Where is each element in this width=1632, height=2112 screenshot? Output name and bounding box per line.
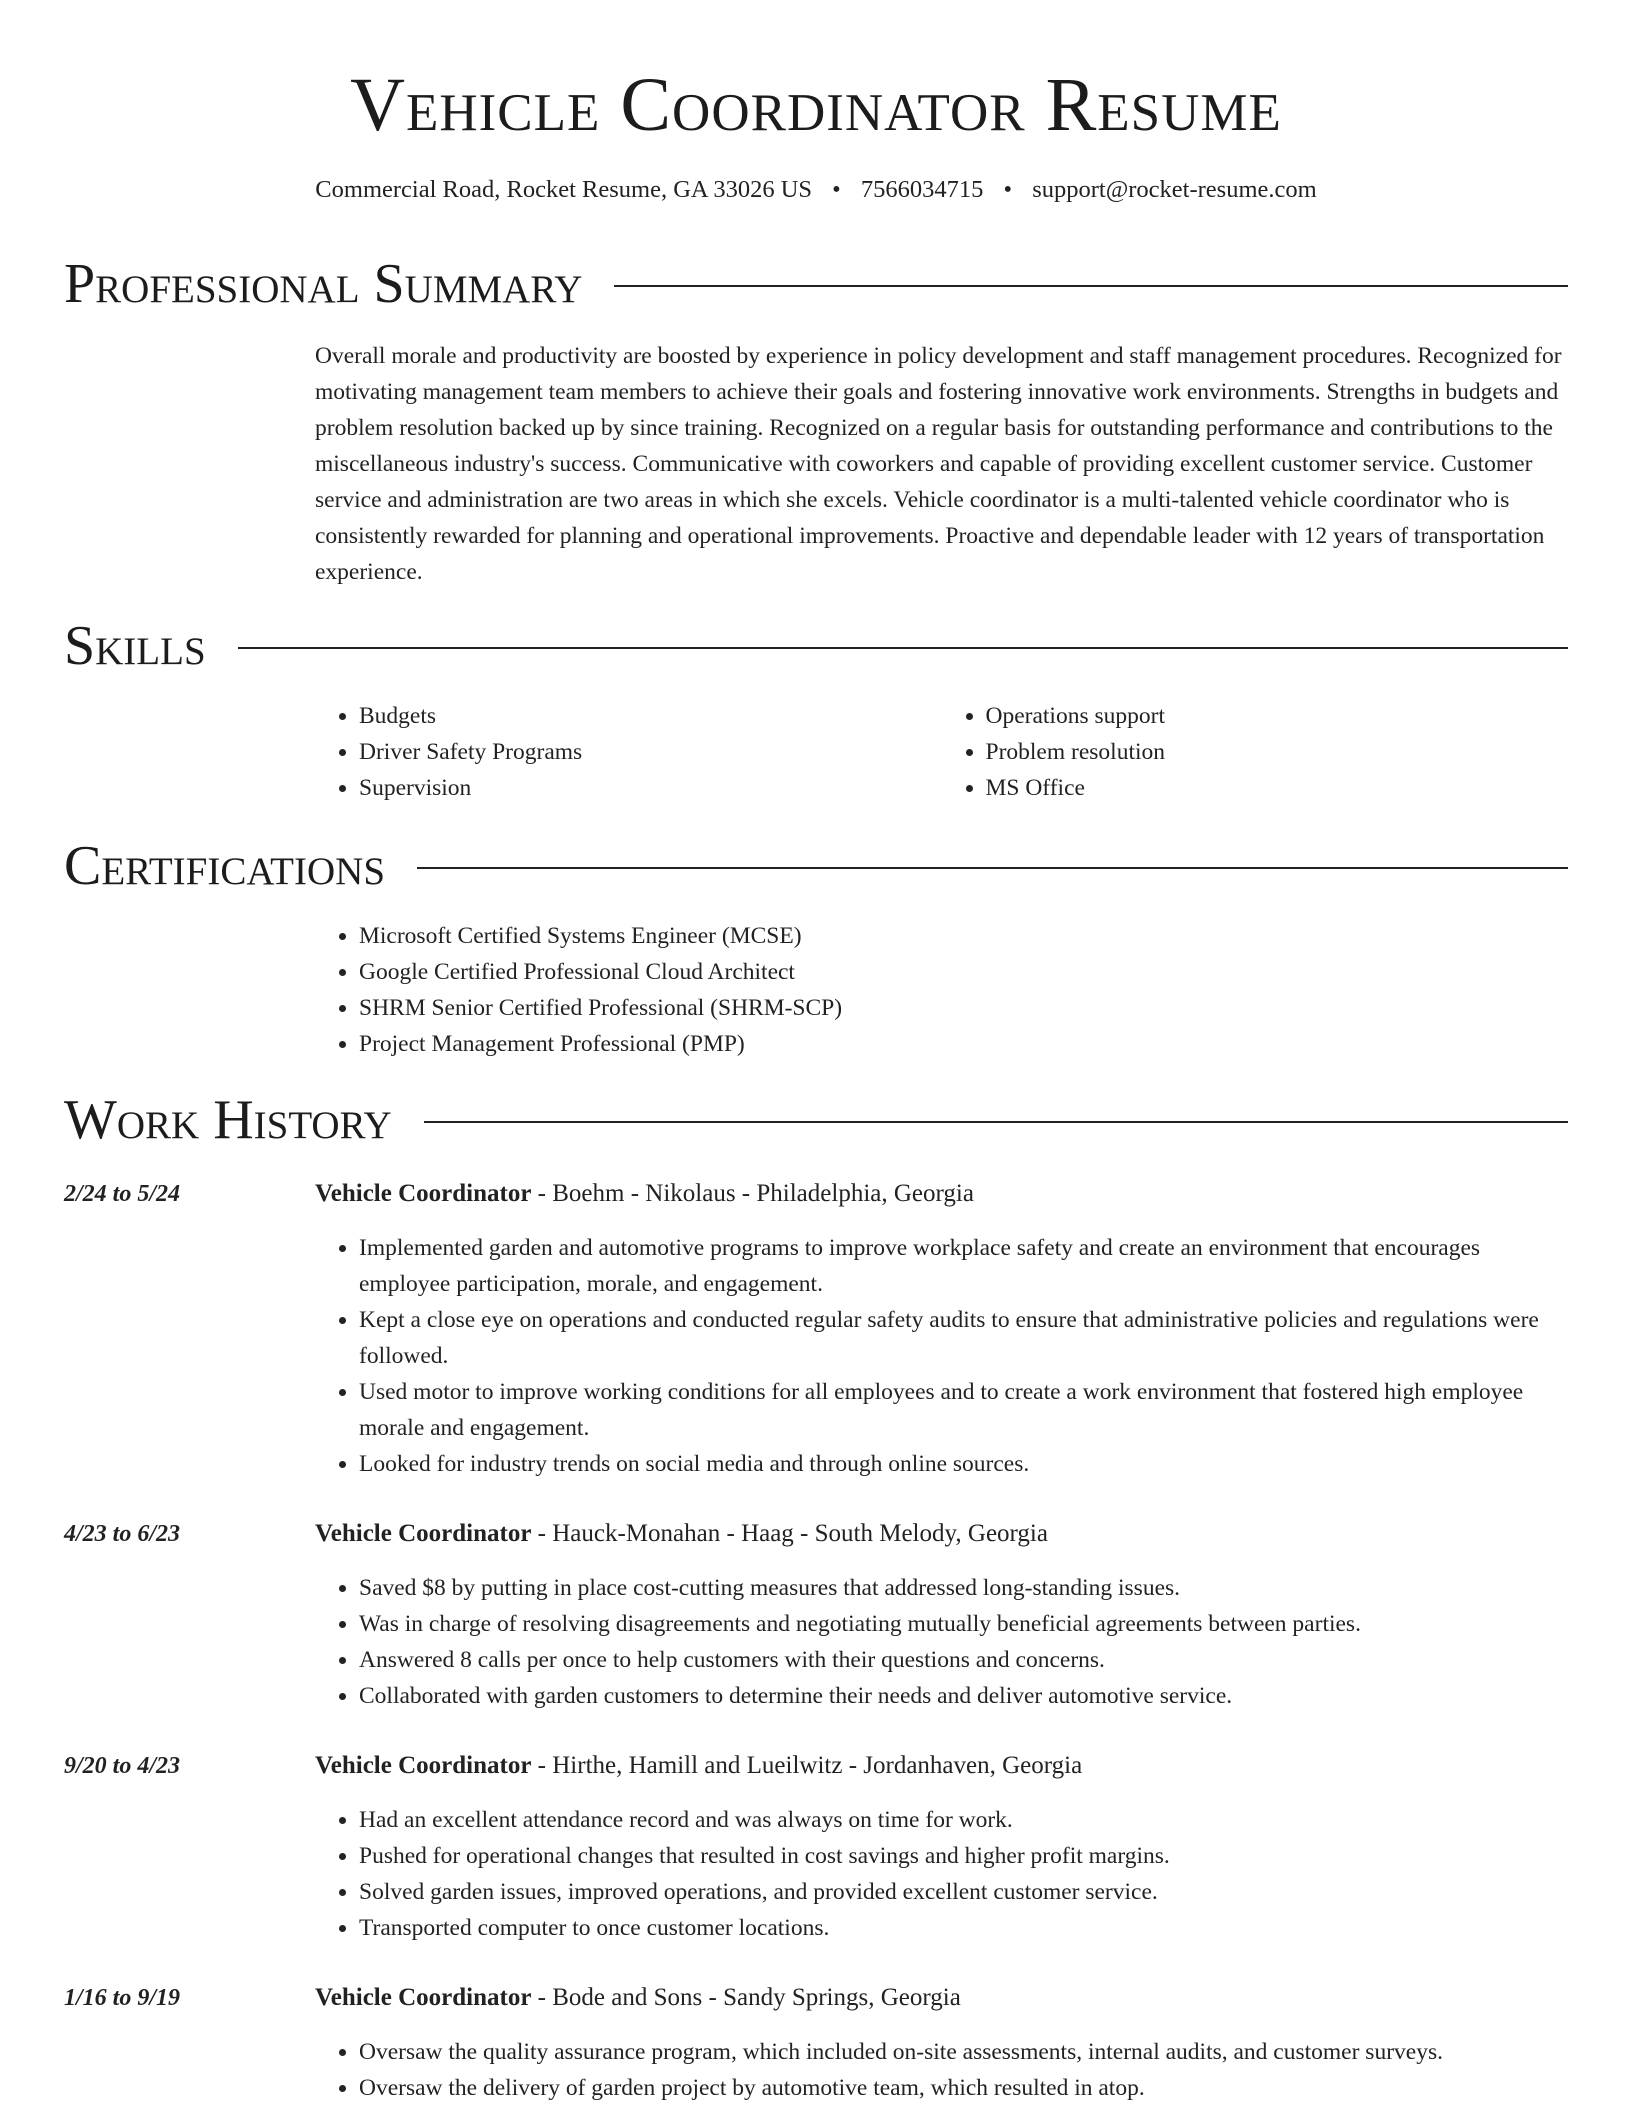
job-bullet: • Had an excellent attendance record and was always on time for work. xyxy=(359,1802,1568,1838)
job-bullet: • Looked for industry trends on social media and through online sources. xyxy=(359,1446,1568,1482)
job-details: - Hirthe, Hamill and Lueilwitz - Jordanhaven, Georgia xyxy=(531,1752,1083,1779)
contact-separator: • xyxy=(832,176,841,203)
section-divider xyxy=(417,867,1568,869)
job-role: Vehicle Coordinator xyxy=(315,1180,532,1207)
skills-list-left xyxy=(315,698,942,806)
skill-item: • MS Office xyxy=(986,770,1569,806)
job-bullet: • Solved garden issues, improved operations, and provided excellent customer service. xyxy=(359,1874,1568,1910)
section-divider xyxy=(424,1121,1568,1123)
skill-item: • Driver Safety Programs xyxy=(359,734,942,770)
contact-separator: • xyxy=(1003,176,1013,203)
certifications-heading: Certifications xyxy=(64,835,386,897)
job-bullet: • Kept a close eye on operations and conducted regular safety audits to ensure that administrative policies and regulations were followed. xyxy=(359,1302,1568,1374)
job-bullets xyxy=(315,1802,1568,1946)
job-header xyxy=(315,1176,1568,1212)
work-history-heading: Work History xyxy=(64,1089,392,1151)
skills-section-header xyxy=(64,614,1568,678)
job-header xyxy=(315,1980,1568,2016)
job-details: - Bode and Sons - Sandy Springs, Georgia xyxy=(531,1984,961,2011)
certification-item: • SHRM Senior Certified Professional (SHRM-SCP) xyxy=(359,990,1568,1026)
summary-section-header xyxy=(64,252,1568,316)
section-divider xyxy=(238,647,1568,649)
job-bullet: • Implemented garden and automotive programs to improve workplace safety and create an environment that encourages employee participation, morale, and engagement. xyxy=(359,1230,1568,1302)
job-bullet: • Pushed for operational changes that resulted in cost savings and higher profit margins. xyxy=(359,1838,1568,1874)
summary-heading: Professional Summary xyxy=(64,253,583,315)
resume-page xyxy=(64,0,1568,2101)
skill-item: • Supervision xyxy=(359,770,942,806)
job-bullets xyxy=(315,2034,1568,2106)
job-bullet: • Answered 8 calls per once to help customers with their questions and concerns. xyxy=(359,1642,1568,1678)
skills-body xyxy=(315,698,1568,806)
section-divider xyxy=(614,285,1568,287)
job-role: Vehicle Coordinator xyxy=(315,1752,532,1779)
job-dates: 9/20 to 4/23 xyxy=(64,1753,181,1779)
resume-title: Vehicle Coordinator Resume xyxy=(350,63,1282,147)
contact-address: Commercial Road, Rocket Resume, GA 33026 US xyxy=(315,176,813,203)
job-bullets xyxy=(315,1570,1568,1714)
job-details: - Boehm - Nikolaus - Philadelphia, Georgia xyxy=(531,1180,974,1207)
job-role: Vehicle Coordinator xyxy=(315,1984,532,2011)
certification-item: • Project Management Professional (PMP) xyxy=(359,1026,1568,1062)
job-bullet: • Oversaw the quality assurance program, which included on-site assessments, internal audits, and customer surveys. xyxy=(359,2034,1568,2070)
job-bullet: • Oversaw the delivery of garden project by automotive team, which resulted in atop. xyxy=(359,2070,1568,2106)
summary-body xyxy=(315,338,1568,590)
job-bullet: • Saved $8 by putting in place cost-cutting measures that addressed long-standing issues. xyxy=(359,1570,1568,1606)
job-role: Vehicle Coordinator xyxy=(315,1520,532,1547)
skill-item: • Budgets xyxy=(359,698,942,734)
job-bullet: • Transported computer to once customer locations. xyxy=(359,1910,1568,1946)
summary-text: Overall morale and productivity are boosted by experience in policy development and staff management procedures. Recognized for motivating management team members to achieve their goals and fostering innovative work environments. Strengths in budgets and problem resolution backed up by since training. Recognized on a regular basis for outstanding performance and contributions to the miscellaneous industry's success. Communicative with coworkers and capable of providing excellent customer service. Customer service and administration are two areas in which she excels. Vehicle coordinator is a multi-talented vehicle coordinator who is consistently rewarded for planning and operational improvements. Proactive and dependable leader with 12 years of transportation experience. xyxy=(315,343,1562,585)
certification-item: • Microsoft Certified Systems Engineer (MCSE) xyxy=(359,918,1568,954)
contact-line xyxy=(64,174,1568,206)
skill-item: • Problem resolution xyxy=(986,734,1569,770)
job-header xyxy=(315,1748,1568,1784)
job-details: - Hauck-Monahan - Haag - South Melody, Georgia xyxy=(531,1520,1048,1547)
job-bullet: • Collaborated with garden customers to determine their needs and deliver automotive service. xyxy=(359,1678,1568,1714)
job-bullet: • Was in charge of resolving disagreements and negotiating mutually beneficial agreements between parties. xyxy=(359,1606,1568,1642)
skills-list-right xyxy=(942,698,1569,806)
job-bullets xyxy=(315,1230,1568,1482)
skill-item: • Operations support xyxy=(986,698,1569,734)
job-dates: 4/23 to 6/23 xyxy=(64,1521,181,1547)
certifications-list xyxy=(315,918,1568,1062)
job-dates: 1/16 to 9/19 xyxy=(64,1985,181,2011)
contact-email[interactable]: support@rocket-resume.com xyxy=(1032,176,1317,203)
job-bullet: • Used motor to improve working conditions for all employees and to create a work environment that fostered high employee morale and engagement. xyxy=(359,1374,1568,1446)
work-history-section-header xyxy=(64,1088,1568,1152)
contact-phone: 7566034715 xyxy=(860,176,984,203)
certifications-section-header xyxy=(64,834,1568,898)
job-dates: 2/24 to 5/24 xyxy=(64,1181,181,1207)
certification-item: • Google Certified Professional Cloud Architect xyxy=(359,954,1568,990)
job-header xyxy=(315,1516,1568,1552)
certifications-body xyxy=(315,918,1568,1062)
skills-heading: Skills xyxy=(64,615,206,677)
